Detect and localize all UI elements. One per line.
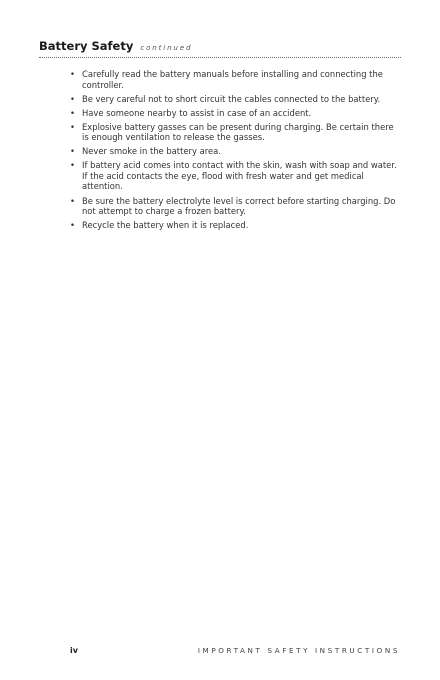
list-item bbox=[70, 220, 400, 231]
section-title: Battery Safety bbox=[39, 39, 134, 53]
list-item bbox=[70, 146, 400, 157]
list-item-text: Have someone nearby to assist in case of an accident. bbox=[82, 107, 312, 118]
footer-section-title: IMPORTANT SAFETY INSTRUCTIONS bbox=[197, 646, 400, 655]
bullet-icon: • bbox=[70, 69, 75, 79]
dotted-divider bbox=[39, 57, 401, 58]
list-item bbox=[70, 108, 400, 119]
list-item bbox=[70, 160, 400, 192]
list-item bbox=[70, 94, 400, 105]
list-item-text: Explosive battery gasses can be present during charging. Be certain there is enough ventilation to release the gasses. bbox=[82, 121, 394, 143]
bullet-icon: • bbox=[70, 121, 75, 132]
bullet-icon: • bbox=[70, 146, 75, 157]
header-row bbox=[39, 39, 401, 53]
list-item bbox=[70, 122, 400, 143]
section-subtitle: continued bbox=[140, 43, 193, 52]
bullet-icon: • bbox=[70, 220, 75, 231]
page-number: iv bbox=[70, 646, 78, 655]
list-item-text: Be very careful not to short circuit the cables connected to the battery. bbox=[82, 93, 381, 104]
bullet-icon: • bbox=[70, 93, 75, 104]
list-item-text: Be sure the battery electrolyte level is correct before starting charging. Do not attempt to charge a frozen battery. bbox=[82, 195, 396, 217]
list-item bbox=[70, 69, 400, 90]
safety-bullet-list bbox=[70, 69, 400, 234]
section-header bbox=[39, 39, 401, 58]
bullet-icon: • bbox=[70, 107, 75, 118]
bullet-icon: • bbox=[70, 195, 75, 206]
list-item-text: Carefully read the battery manuals before installing and connecting the controller. bbox=[82, 69, 383, 90]
list-item-text: Never smoke in the battery area. bbox=[82, 146, 221, 157]
list-item bbox=[70, 196, 400, 217]
list-item-text: If battery acid comes into contact with the skin, wash with soap and water. If the acid contacts the eye, flood with fresh water and get medical attention. bbox=[82, 160, 397, 192]
list-item-text: Recycle the battery when it is replaced. bbox=[82, 220, 249, 231]
bullet-icon: • bbox=[70, 160, 75, 171]
